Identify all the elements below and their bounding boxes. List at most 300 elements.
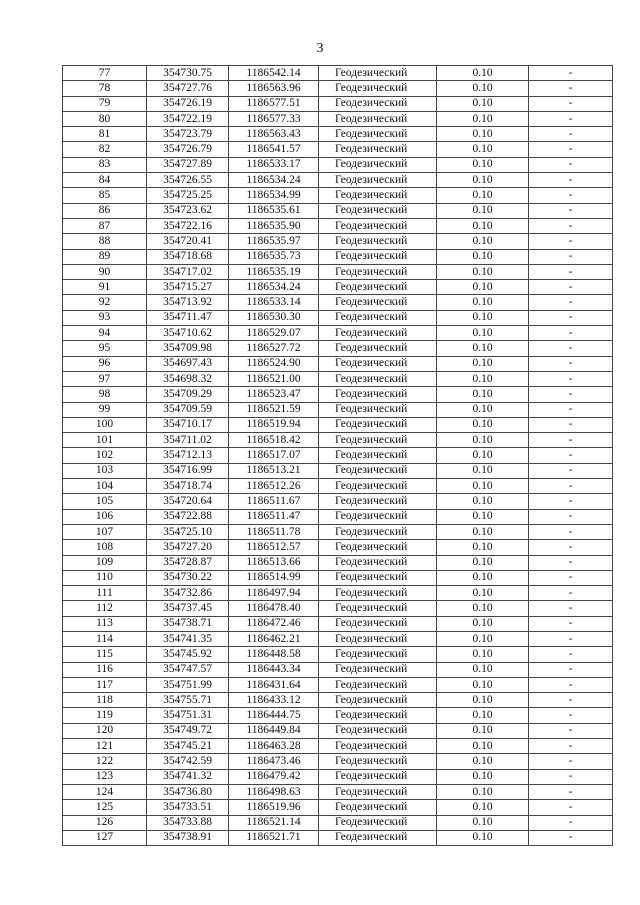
note-cell: - [529, 417, 613, 432]
accuracy-cell: 0.10 [437, 708, 529, 723]
note-cell: - [529, 433, 613, 448]
x-coordinate-cell: 354725.10 [147, 524, 229, 539]
table-row [63, 479, 613, 494]
method-cell: Геодезический [319, 693, 437, 708]
method-cell: Геодезический [319, 280, 437, 295]
point-number-cell: 112 [63, 601, 147, 616]
x-coordinate-cell: 354727.20 [147, 540, 229, 555]
x-coordinate-cell: 354751.31 [147, 708, 229, 723]
y-coordinate-cell: 1186511.67 [229, 494, 319, 509]
point-number-cell: 93 [63, 310, 147, 325]
point-number-cell: 81 [63, 127, 147, 142]
point-number-cell: 114 [63, 631, 147, 646]
page-number: 3 [316, 41, 324, 56]
point-number-cell: 118 [63, 693, 147, 708]
table-row [63, 555, 613, 570]
x-coordinate-cell: 354718.68 [147, 249, 229, 264]
note-cell: - [529, 601, 613, 616]
note-cell: - [529, 249, 613, 264]
table-row [63, 111, 613, 126]
note-cell: - [529, 157, 613, 172]
method-cell: Геодезический [319, 127, 437, 142]
table-row [63, 341, 613, 356]
point-number-cell: 117 [63, 677, 147, 692]
y-coordinate-cell: 1186534.99 [229, 188, 319, 203]
y-coordinate-cell: 1186563.96 [229, 81, 319, 96]
accuracy-cell: 0.10 [437, 723, 529, 738]
table-row [63, 356, 613, 371]
method-cell: Геодезический [319, 815, 437, 830]
x-coordinate-cell: 354710.17 [147, 417, 229, 432]
method-cell: Геодезический [319, 631, 437, 646]
accuracy-cell: 0.10 [437, 111, 529, 126]
accuracy-cell: 0.10 [437, 310, 529, 325]
y-coordinate-cell: 1186527.72 [229, 341, 319, 356]
x-coordinate-cell: 354709.98 [147, 341, 229, 356]
table-row [63, 203, 613, 218]
method-cell: Геодезический [319, 387, 437, 402]
method-cell: Геодезический [319, 463, 437, 478]
y-coordinate-cell: 1186513.21 [229, 463, 319, 478]
point-number-cell: 104 [63, 479, 147, 494]
note-cell: - [529, 96, 613, 111]
point-number-cell: 123 [63, 769, 147, 784]
table-row [63, 127, 613, 142]
method-cell: Геодезический [319, 173, 437, 188]
table-row [63, 218, 613, 233]
y-coordinate-cell: 1186433.12 [229, 693, 319, 708]
table-row [63, 173, 613, 188]
note-cell: - [529, 800, 613, 815]
table-row [63, 723, 613, 738]
x-coordinate-cell: 354749.72 [147, 723, 229, 738]
x-coordinate-cell: 354722.16 [147, 218, 229, 233]
table-row [63, 280, 613, 295]
accuracy-cell: 0.10 [437, 784, 529, 799]
x-coordinate-cell: 354747.57 [147, 662, 229, 677]
note-cell: - [529, 280, 613, 295]
point-number-cell: 127 [63, 830, 147, 845]
x-coordinate-cell: 354697.43 [147, 356, 229, 371]
accuracy-cell: 0.10 [437, 203, 529, 218]
accuracy-cell: 0.10 [437, 218, 529, 233]
y-coordinate-cell: 1186472.46 [229, 616, 319, 631]
y-coordinate-cell: 1186498.63 [229, 784, 319, 799]
x-coordinate-cell: 354715.27 [147, 280, 229, 295]
method-cell: Геодезический [319, 769, 437, 784]
accuracy-cell: 0.10 [437, 463, 529, 478]
point-number-cell: 102 [63, 448, 147, 463]
note-cell: - [529, 142, 613, 157]
method-cell: Геодезический [319, 371, 437, 386]
method-cell: Геодезический [319, 448, 437, 463]
table-row [63, 800, 613, 815]
y-coordinate-cell: 1186431.64 [229, 677, 319, 692]
method-cell: Геодезический [319, 326, 437, 341]
coordinates-table-body [63, 66, 613, 846]
point-number-cell: 121 [63, 739, 147, 754]
note-cell: - [529, 647, 613, 662]
accuracy-cell: 0.10 [437, 142, 529, 157]
x-coordinate-cell: 354736.80 [147, 784, 229, 799]
y-coordinate-cell: 1186449.84 [229, 723, 319, 738]
accuracy-cell: 0.10 [437, 677, 529, 692]
note-cell: - [529, 509, 613, 524]
y-coordinate-cell: 1186529.07 [229, 326, 319, 341]
y-coordinate-cell: 1186524.90 [229, 356, 319, 371]
x-coordinate-cell: 354709.29 [147, 387, 229, 402]
y-coordinate-cell: 1186513.66 [229, 555, 319, 570]
point-number-cell: 107 [63, 524, 147, 539]
table-row [63, 784, 613, 799]
y-coordinate-cell: 1186473.46 [229, 754, 319, 769]
accuracy-cell: 0.10 [437, 371, 529, 386]
method-cell: Геодезический [319, 157, 437, 172]
method-cell: Геодезический [319, 677, 437, 692]
table-row [63, 402, 613, 417]
point-number-cell: 83 [63, 157, 147, 172]
method-cell: Геодезический [319, 647, 437, 662]
x-coordinate-cell: 354727.89 [147, 157, 229, 172]
note-cell: - [529, 310, 613, 325]
table-row [63, 96, 613, 111]
note-cell: - [529, 631, 613, 646]
table-row [63, 693, 613, 708]
table-row [63, 387, 613, 402]
accuracy-cell: 0.10 [437, 157, 529, 172]
table-row [63, 448, 613, 463]
coordinates-table [62, 65, 613, 846]
method-cell: Геодезический [319, 830, 437, 845]
table-row [63, 371, 613, 386]
note-cell: - [529, 402, 613, 417]
point-number-cell: 124 [63, 784, 147, 799]
accuracy-cell: 0.10 [437, 616, 529, 631]
y-coordinate-cell: 1186448.58 [229, 647, 319, 662]
y-coordinate-cell: 1186535.97 [229, 234, 319, 249]
point-number-cell: 100 [63, 417, 147, 432]
x-coordinate-cell: 354717.02 [147, 264, 229, 279]
method-cell: Геодезический [319, 494, 437, 509]
accuracy-cell: 0.10 [437, 662, 529, 677]
table-row [63, 769, 613, 784]
note-cell: - [529, 784, 613, 799]
x-coordinate-cell: 354709.59 [147, 402, 229, 417]
method-cell: Геодезический [319, 356, 437, 371]
note-cell: - [529, 739, 613, 754]
point-number-cell: 122 [63, 754, 147, 769]
note-cell: - [529, 723, 613, 738]
point-number-cell: 99 [63, 402, 147, 417]
point-number-cell: 98 [63, 387, 147, 402]
x-coordinate-cell: 354722.19 [147, 111, 229, 126]
accuracy-cell: 0.10 [437, 234, 529, 249]
x-coordinate-cell: 354716.99 [147, 463, 229, 478]
y-coordinate-cell: 1186521.00 [229, 371, 319, 386]
table-row [63, 570, 613, 585]
method-cell: Геодезический [319, 203, 437, 218]
table-row [63, 310, 613, 325]
accuracy-cell: 0.10 [437, 188, 529, 203]
x-coordinate-cell: 354730.75 [147, 66, 229, 81]
table-row [63, 830, 613, 845]
accuracy-cell: 0.10 [437, 448, 529, 463]
method-cell: Геодезический [319, 218, 437, 233]
method-cell: Геодезический [319, 81, 437, 96]
y-coordinate-cell: 1186511.47 [229, 509, 319, 524]
y-coordinate-cell: 1186512.57 [229, 540, 319, 555]
x-coordinate-cell: 354741.32 [147, 769, 229, 784]
method-cell: Геодезический [319, 249, 437, 264]
table-row [63, 540, 613, 555]
accuracy-cell: 0.10 [437, 479, 529, 494]
accuracy-cell: 0.10 [437, 356, 529, 371]
point-number-cell: 95 [63, 341, 147, 356]
x-coordinate-cell: 354755.71 [147, 693, 229, 708]
x-coordinate-cell: 354723.79 [147, 127, 229, 142]
accuracy-cell: 0.10 [437, 494, 529, 509]
table-row [63, 264, 613, 279]
table-row [63, 509, 613, 524]
x-coordinate-cell: 354728.87 [147, 555, 229, 570]
method-cell: Геодезический [319, 601, 437, 616]
x-coordinate-cell: 354737.45 [147, 601, 229, 616]
table-row [63, 754, 613, 769]
method-cell: Геодезический [319, 264, 437, 279]
y-coordinate-cell: 1186577.51 [229, 96, 319, 111]
x-coordinate-cell: 354726.19 [147, 96, 229, 111]
note-cell: - [529, 570, 613, 585]
point-number-cell: 97 [63, 371, 147, 386]
table-row [63, 234, 613, 249]
point-number-cell: 80 [63, 111, 147, 126]
table-row [63, 524, 613, 539]
accuracy-cell: 0.10 [437, 295, 529, 310]
accuracy-cell: 0.10 [437, 509, 529, 524]
note-cell: - [529, 677, 613, 692]
point-number-cell: 88 [63, 234, 147, 249]
point-number-cell: 108 [63, 540, 147, 555]
y-coordinate-cell: 1186535.90 [229, 218, 319, 233]
method-cell: Геодезический [319, 142, 437, 157]
accuracy-cell: 0.10 [437, 402, 529, 417]
table-row [63, 463, 613, 478]
accuracy-cell: 0.10 [437, 387, 529, 402]
x-coordinate-cell: 354711.02 [147, 433, 229, 448]
x-coordinate-cell: 354733.88 [147, 815, 229, 830]
y-coordinate-cell: 1186521.14 [229, 815, 319, 830]
y-coordinate-cell: 1186444.75 [229, 708, 319, 723]
method-cell: Геодезический [319, 739, 437, 754]
table-row [63, 249, 613, 264]
accuracy-cell: 0.10 [437, 570, 529, 585]
y-coordinate-cell: 1186443.34 [229, 662, 319, 677]
note-cell: - [529, 203, 613, 218]
point-number-cell: 92 [63, 295, 147, 310]
table-row [63, 815, 613, 830]
accuracy-cell: 0.10 [437, 66, 529, 81]
y-coordinate-cell: 1186497.94 [229, 586, 319, 601]
note-cell: - [529, 540, 613, 555]
table-row [63, 157, 613, 172]
point-number-cell: 84 [63, 173, 147, 188]
method-cell: Геодезический [319, 723, 437, 738]
x-coordinate-cell: 354730.22 [147, 570, 229, 585]
note-cell: - [529, 708, 613, 723]
method-cell: Геодезический [319, 341, 437, 356]
y-coordinate-cell: 1186563.43 [229, 127, 319, 142]
accuracy-cell: 0.10 [437, 693, 529, 708]
accuracy-cell: 0.10 [437, 127, 529, 142]
table-row [63, 494, 613, 509]
y-coordinate-cell: 1186535.19 [229, 264, 319, 279]
method-cell: Геодезический [319, 524, 437, 539]
point-number-cell: 87 [63, 218, 147, 233]
point-number-cell: 79 [63, 96, 147, 111]
accuracy-cell: 0.10 [437, 524, 529, 539]
table-row [63, 81, 613, 96]
x-coordinate-cell: 354751.99 [147, 677, 229, 692]
x-coordinate-cell: 354725.25 [147, 188, 229, 203]
method-cell: Геодезический [319, 295, 437, 310]
x-coordinate-cell: 354738.71 [147, 616, 229, 631]
note-cell: - [529, 479, 613, 494]
accuracy-cell: 0.10 [437, 264, 529, 279]
note-cell: - [529, 173, 613, 188]
y-coordinate-cell: 1186541.57 [229, 142, 319, 157]
method-cell: Геодезический [319, 586, 437, 601]
x-coordinate-cell: 354732.86 [147, 586, 229, 601]
note-cell: - [529, 586, 613, 601]
table-row [63, 631, 613, 646]
point-number-cell: 125 [63, 800, 147, 815]
accuracy-cell: 0.10 [437, 341, 529, 356]
method-cell: Геодезический [319, 417, 437, 432]
point-number-cell: 116 [63, 662, 147, 677]
y-coordinate-cell: 1186523.47 [229, 387, 319, 402]
table-row [63, 616, 613, 631]
y-coordinate-cell: 1186535.73 [229, 249, 319, 264]
y-coordinate-cell: 1186534.24 [229, 173, 319, 188]
x-coordinate-cell: 354720.41 [147, 234, 229, 249]
note-cell: - [529, 754, 613, 769]
point-number-cell: 78 [63, 81, 147, 96]
accuracy-cell: 0.10 [437, 280, 529, 295]
table-row [63, 601, 613, 616]
method-cell: Геодезический [319, 96, 437, 111]
note-cell: - [529, 66, 613, 81]
point-number-cell: 82 [63, 142, 147, 157]
accuracy-cell: 0.10 [437, 81, 529, 96]
note-cell: - [529, 111, 613, 126]
note-cell: - [529, 234, 613, 249]
x-coordinate-cell: 354745.92 [147, 647, 229, 662]
method-cell: Геодезический [319, 310, 437, 325]
point-number-cell: 89 [63, 249, 147, 264]
accuracy-cell: 0.10 [437, 601, 529, 616]
y-coordinate-cell: 1186521.71 [229, 830, 319, 845]
table-row [63, 739, 613, 754]
point-number-cell: 101 [63, 433, 147, 448]
y-coordinate-cell: 1186463.28 [229, 739, 319, 754]
method-cell: Геодезический [319, 754, 437, 769]
method-cell: Геодезический [319, 66, 437, 81]
accuracy-cell: 0.10 [437, 739, 529, 754]
note-cell: - [529, 463, 613, 478]
table-row [63, 295, 613, 310]
accuracy-cell: 0.10 [437, 647, 529, 662]
y-coordinate-cell: 1186514.99 [229, 570, 319, 585]
note-cell: - [529, 326, 613, 341]
y-coordinate-cell: 1186530.30 [229, 310, 319, 325]
accuracy-cell: 0.10 [437, 800, 529, 815]
x-coordinate-cell: 354713.92 [147, 295, 229, 310]
note-cell: - [529, 188, 613, 203]
x-coordinate-cell: 354741.35 [147, 631, 229, 646]
note-cell: - [529, 127, 613, 142]
method-cell: Геодезический [319, 784, 437, 799]
x-coordinate-cell: 354726.55 [147, 173, 229, 188]
note-cell: - [529, 448, 613, 463]
accuracy-cell: 0.10 [437, 96, 529, 111]
accuracy-cell: 0.10 [437, 433, 529, 448]
method-cell: Геодезический [319, 402, 437, 417]
table-row [63, 708, 613, 723]
accuracy-cell: 0.10 [437, 754, 529, 769]
method-cell: Геодезический [319, 662, 437, 677]
y-coordinate-cell: 1186519.96 [229, 800, 319, 815]
point-number-cell: 113 [63, 616, 147, 631]
table-row [63, 662, 613, 677]
y-coordinate-cell: 1186542.14 [229, 66, 319, 81]
y-coordinate-cell: 1186533.14 [229, 295, 319, 310]
x-coordinate-cell: 354710.62 [147, 326, 229, 341]
note-cell: - [529, 81, 613, 96]
point-number-cell: 105 [63, 494, 147, 509]
accuracy-cell: 0.10 [437, 173, 529, 188]
y-coordinate-cell: 1186518.42 [229, 433, 319, 448]
note-cell: - [529, 662, 613, 677]
accuracy-cell: 0.10 [437, 769, 529, 784]
x-coordinate-cell: 354723.62 [147, 203, 229, 218]
point-number-cell: 96 [63, 356, 147, 371]
note-cell: - [529, 264, 613, 279]
note-cell: - [529, 371, 613, 386]
point-number-cell: 86 [63, 203, 147, 218]
accuracy-cell: 0.10 [437, 586, 529, 601]
table-row [63, 417, 613, 432]
point-number-cell: 126 [63, 815, 147, 830]
point-number-cell: 77 [63, 66, 147, 81]
point-number-cell: 90 [63, 264, 147, 279]
x-coordinate-cell: 354711.47 [147, 310, 229, 325]
x-coordinate-cell: 354718.74 [147, 479, 229, 494]
table-row [63, 677, 613, 692]
note-cell: - [529, 494, 613, 509]
method-cell: Геодезический [319, 433, 437, 448]
table-row [63, 586, 613, 601]
point-number-cell: 103 [63, 463, 147, 478]
point-number-cell: 85 [63, 188, 147, 203]
x-coordinate-cell: 354733.51 [147, 800, 229, 815]
x-coordinate-cell: 354698.32 [147, 371, 229, 386]
y-coordinate-cell: 1186462.21 [229, 631, 319, 646]
x-coordinate-cell: 354712.13 [147, 448, 229, 463]
point-number-cell: 106 [63, 509, 147, 524]
x-coordinate-cell: 354745.21 [147, 739, 229, 754]
x-coordinate-cell: 354727.76 [147, 81, 229, 96]
accuracy-cell: 0.10 [437, 326, 529, 341]
